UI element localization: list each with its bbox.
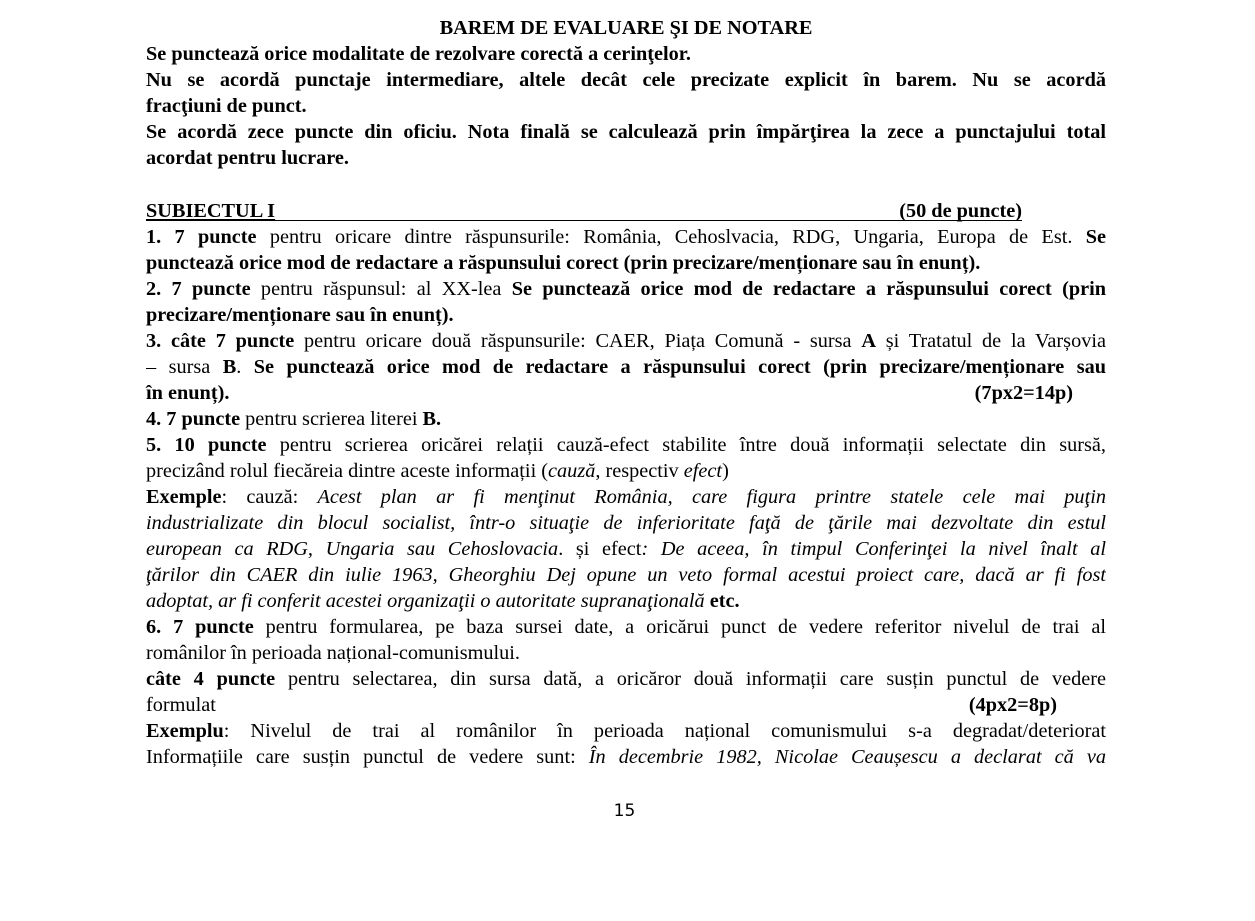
- subtotal-points: (4px2=8p): [968, 694, 1057, 716]
- text-segment: precizând rolul fiecăreia dintre aceste informații (: [146, 460, 549, 482]
- text-line: [146, 744, 1106, 770]
- text-segment: ţărilor din CAER din iulie 1963, Gheorghiu Dej opune un veto formal acestui proiect care, dacă ar fi fost: [146, 564, 1106, 586]
- text-line: [146, 536, 1106, 562]
- text-segment: Se punctează orice mod de redactare a răspunsului corect (prin precizare/menționare sau: [253, 356, 1106, 378]
- text-segment: . și efect: [558, 538, 642, 560]
- section-heading: [146, 198, 1022, 224]
- text-segment: 2. 7 puncte: [146, 278, 251, 300]
- text-segment: pentru oricare două răspunsurile: CAER, Piața Comună - sursa: [294, 330, 862, 352]
- text-segment: Se acordă zece puncte din oficiu. Nota finală se calculează prin împărţirea la zece a punctajului total: [146, 121, 1106, 143]
- text-line: [146, 562, 1106, 588]
- text-line: [146, 458, 1106, 484]
- text-segment: ): [722, 460, 729, 482]
- text-segment: , respectiv: [595, 460, 684, 482]
- text-segment: pentru selectarea, din sursa dată, a oricăror două informații care susțin punctul de vedere: [275, 668, 1106, 690]
- text-segment: B: [222, 356, 237, 378]
- text-segment: câte 4 puncte: [146, 668, 276, 690]
- text-segment: pentru scrierea literei: [240, 408, 423, 430]
- text-segment: Se punctează orice modalitate de rezolvare corectă a cerinţelor.: [146, 43, 691, 65]
- text-segment: – sursa: [146, 356, 223, 378]
- text-segment: B.: [422, 408, 442, 430]
- text-segment: Se: [1085, 226, 1106, 248]
- text-line: [146, 380, 1106, 406]
- text-line: [146, 432, 1106, 458]
- text-line: [146, 276, 1106, 302]
- text-line: [146, 328, 1106, 354]
- text-line: [146, 718, 1106, 744]
- text-segment: cauză: [548, 460, 596, 482]
- text-segment: fracţiuni de punct.: [146, 95, 307, 117]
- text-line: [146, 224, 1106, 250]
- text-segment: în enunț).: [146, 382, 230, 404]
- text-segment: formulat: [146, 694, 216, 716]
- subtotal-points: (7px2=14p): [974, 382, 1073, 404]
- text-segment: pentru formularea, pe baza sursei date, a oricărui punct de vedere referitor nivelul de trai al: [253, 616, 1106, 638]
- text-segment: european ca RDG, Ungaria sau Cehoslovacia: [146, 538, 559, 560]
- text-segment: punctează orice mod de redactare a răspunsului corect (prin precizare/menționare sau în enunț).: [146, 252, 981, 274]
- text-segment: A: [861, 330, 876, 352]
- text-line: [146, 510, 1106, 536]
- text-segment: 6. 7 puncte: [146, 616, 254, 638]
- text-line: [146, 354, 1106, 380]
- text-segment: acordat pentru lucrare.: [146, 147, 349, 169]
- text-segment: Exemplu: [146, 720, 224, 742]
- page-number: 15: [613, 801, 636, 821]
- text-segment: și Tratatul de la Varșovia: [876, 330, 1106, 352]
- text-segment: Informațiile care susțin punctul de vedere sunt:: [146, 746, 589, 768]
- text-line: [146, 666, 1106, 692]
- text-segment: 4. 7 puncte: [146, 408, 241, 430]
- text-segment: : Nivelul de trai al românilor în perioada național comunismului s-a degradat/deteriorat: [223, 720, 1106, 742]
- text-segment: .: [236, 356, 254, 378]
- intro-line: [146, 93, 1106, 119]
- text-segment: : cauză:: [221, 486, 318, 508]
- text-line: [146, 302, 1106, 328]
- section-points: (50 de puncte): [899, 200, 1022, 222]
- heading-underline: [146, 220, 1022, 221]
- text-segment: : De aceea, în timpul Conferinţei la nivel înalt al: [641, 538, 1106, 560]
- text-line: [146, 250, 1106, 276]
- text-segment: pentru scrierea oricărei relații cauză-efect stabilite între două informații selectate din sursă,: [266, 434, 1106, 456]
- text-segment: industrializate din blocul socialist, într-o situaţie de inferioritate faţă de ţările mai dezvoltate din estul: [146, 512, 1106, 534]
- text-segment: pentru oricare dintre răspunsurile: România, Cehoslvacia, RDG, Ungaria, Europa de Est.: [256, 226, 1086, 248]
- text-segment: Acest plan ar fi menţinut România, care figura printre statele cele mai puţin: [317, 486, 1106, 508]
- text-line: [146, 484, 1106, 510]
- text-segment: adoptat, ar fi conferit acestei organizaţii o autoritate supranaţională: [146, 590, 705, 612]
- text-segment: În decembrie 1982, Nicolae Ceaușescu a declarat că va: [588, 746, 1106, 768]
- text-segment: Exemple: [146, 486, 222, 508]
- intro-line: [146, 145, 1106, 171]
- text-segment: Se punctează orice mod de redactare a răspunsului corect (prin: [511, 278, 1106, 300]
- intro-line: [146, 41, 1106, 67]
- text-segment: românilor în perioada național-comunismului.: [146, 642, 520, 664]
- text-line: [146, 614, 1106, 640]
- text-segment: 1. 7 puncte: [146, 226, 257, 248]
- text-segment: pentru răspunsul: al XX-lea: [250, 278, 512, 300]
- intro-line: [146, 119, 1106, 145]
- text-segment: efect: [683, 460, 723, 482]
- text-line: [146, 588, 1106, 614]
- text-segment: 5. 10 puncte: [146, 434, 267, 456]
- intro-line: [146, 67, 1106, 93]
- text-line: [146, 406, 1106, 432]
- text-line: [146, 692, 1106, 718]
- text-segment: etc.: [704, 590, 740, 612]
- document-title: BAREM DE EVALUARE ŞI DE NOTARE: [439, 17, 813, 39]
- text-segment: Nu se acordă punctaje intermediare, altele decât cele precizate explicit în barem. Nu se acordă: [146, 69, 1106, 91]
- text-segment: precizare/menționare sau în enunț).: [146, 304, 454, 326]
- text-segment: 3. câte 7 puncte: [146, 330, 295, 352]
- section-title: SUBIECTUL I: [146, 200, 276, 222]
- text-line: [146, 640, 1106, 666]
